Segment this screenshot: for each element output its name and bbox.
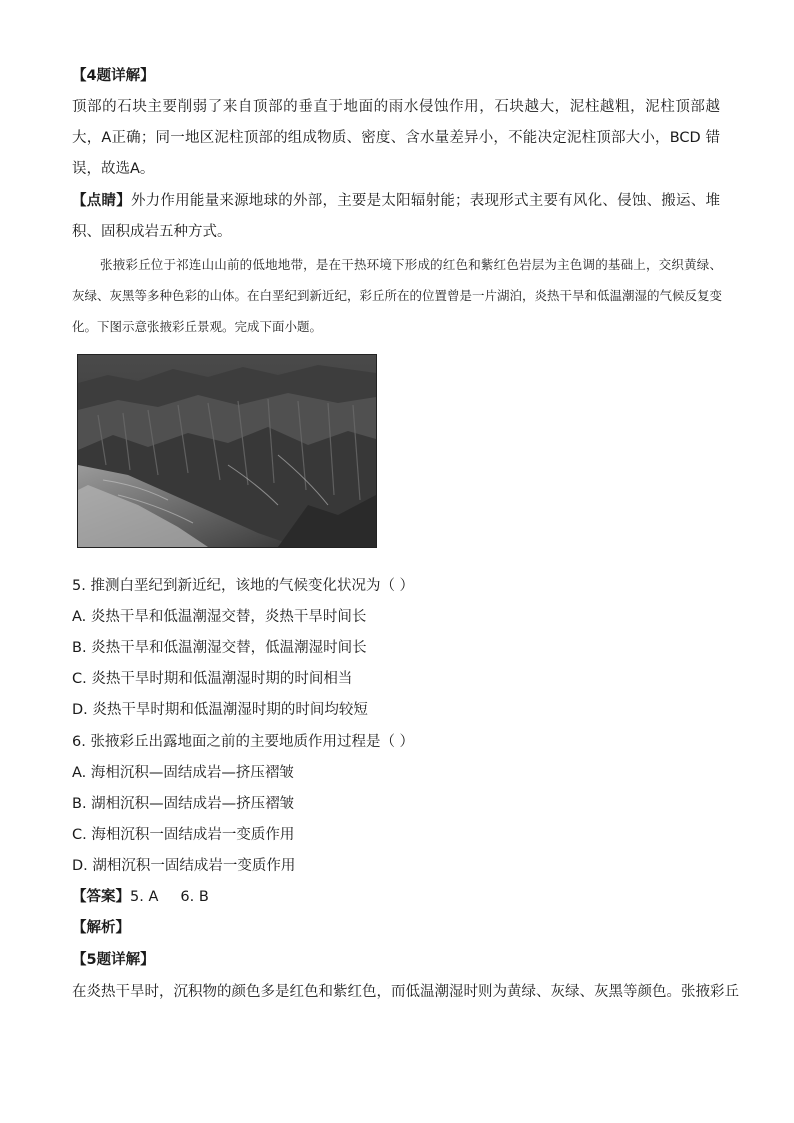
- landscape-photo: [77, 354, 377, 548]
- q5-option-a: A. 炎热干旱和低温潮湿交替，炎热干旱时间长: [72, 609, 367, 625]
- note-paragraph: [72, 186, 720, 248]
- note-label: 【点睛】: [72, 193, 131, 209]
- q5-explanation: 在炎热干旱时，沉积物的颜色多是红色和紫红色，而低温潮湿时则为黄绿、灰绿、灰黑等颜色。张掖彩丘: [72, 984, 739, 1000]
- note-text: 外力作用能量来源地球的外部，主要是太阳辐射能；表现形式主要有风化、侵蚀、搬运、堆积、固积成岩五种方式。: [72, 193, 721, 240]
- analysis-label: 【解析】: [72, 920, 130, 936]
- q5-stem: 5. 推测白垩纪到新近纪，该地的气候变化状况为（ ）: [72, 578, 415, 594]
- q4-heading: 【4题详解】: [72, 68, 155, 84]
- q5-option-c: C. 炎热干旱时期和低温潮湿时期的时间相当: [72, 671, 353, 687]
- landscape-photo-icon: [78, 355, 376, 547]
- q6-option-c: C. 海相沉积一固结成岩一变质作用: [72, 827, 295, 843]
- q5-option-b: B. 炎热干旱和低温潮湿交替，低温潮湿时间长: [72, 640, 367, 656]
- answer-6: 6. B: [180, 889, 209, 905]
- reading-passage: 张掖彩丘位于祁连山山前的低地地带，是在干热环境下形成的红色和紫红色岩层为主色调的基础上，交织黄绿、灰绿、灰黑等多种色彩的山体。在白垩纪到新近纪，彩丘所在的位置曾是一片湖泊，炎热干旱和低温潮湿的气候反复变化。下图示意张掖彩丘景观。完成下面小题。: [72, 257, 723, 334]
- answer-label: 【答案】: [72, 889, 130, 905]
- q5-heading: 【5题详解】: [72, 952, 155, 968]
- q6-option-b: B. 湖相沉积—固结成岩—挤压褶皱: [72, 796, 295, 812]
- answer-line: [72, 887, 722, 907]
- q5-option-d: D. 炎热干旱时期和低温潮湿时期的时间均较短: [72, 702, 368, 718]
- answer-5: 5. A: [130, 889, 159, 905]
- q6-option-a: A. 海相沉积—固结成岩—挤压褶皱: [72, 765, 294, 781]
- q6-stem: 6. 张掖彩丘出露地面之前的主要地质作用过程是（ ）: [72, 734, 415, 750]
- q4-explanation: 顶部的石块主要削弱了来自顶部的垂直于地面的雨水侵蚀作用，石块越大，泥柱越粗，泥柱顶部越大，A正确；同一地区泥柱顶部的组成物质、密度、含水量差异小，不能决定泥柱顶部大小，BCD 错误，故选A。: [72, 99, 720, 177]
- q6-option-d: D. 湖相沉积一固结成岩一变质作用: [72, 858, 296, 874]
